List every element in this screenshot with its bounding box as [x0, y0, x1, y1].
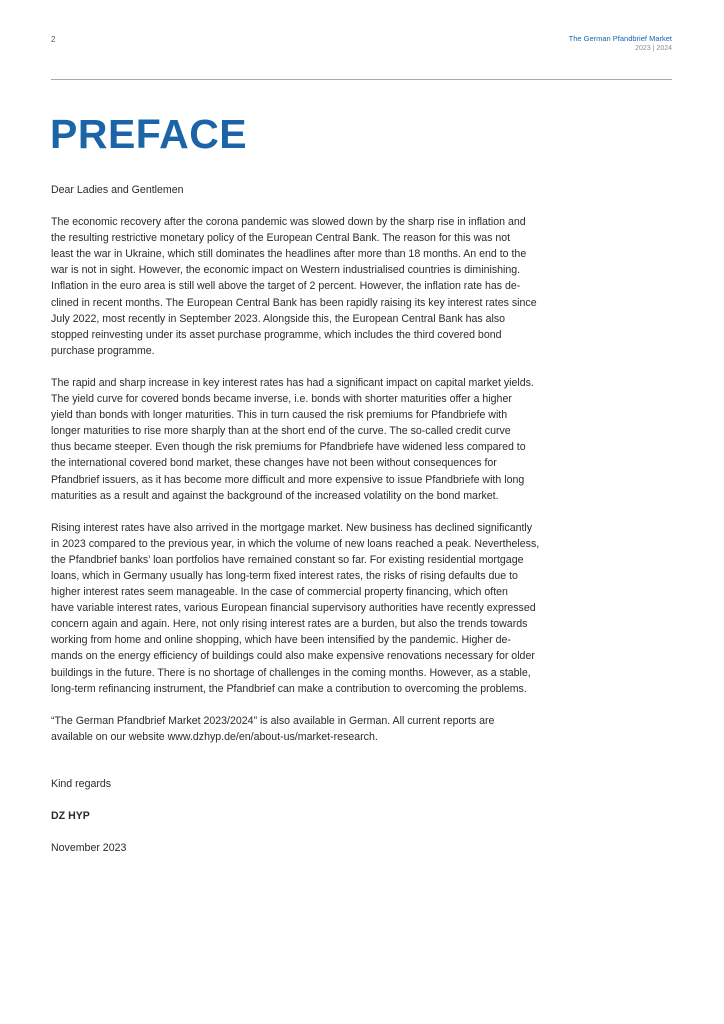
text-line: the Pfandbrief banks’ loan portfolios have remained constant so far. For existing residential mortgage: [51, 553, 524, 566]
text-line: Inflation in the euro area is still well above the target of 2 percent. However, the inflation rate has de-: [51, 280, 521, 293]
text-line: thus became steeper. Even though the risk premiums for Pfandbriefe have widened less compared to: [51, 441, 526, 454]
text-line: maturities as a result and against the background of the increased volatility on the bond market.: [51, 489, 499, 502]
text-line: July 2022, most recently in September 2023. Alongside this, the European Central Bank has also: [51, 312, 506, 325]
text-line: The yield curve for covered bonds became inverse, i.e. bonds with shorter maturities offer a higher: [51, 393, 512, 406]
text-line: loans, which in Germany usually has long-term fixed interest rates, the risks of rising defaults due to: [51, 569, 518, 582]
text-line: the international covered bond market, these changes have not been without consequences for: [51, 457, 497, 470]
text-line: Pfandbrief issuers, as it has become more difficult and more expensive to issue Pfandbriefe with long: [51, 473, 525, 486]
text-line: available on our website www.dzhyp.de/en/about-us/market-research.: [51, 730, 378, 743]
text-line: long-term refinancing instrument, the Pfandbrief can make a contribution to overcoming the problems.: [51, 682, 527, 695]
text-line: working from home and online shopping, which have been intensified by the pandemic. Higher de-: [51, 634, 511, 647]
text-line: Rising interest rates have also arrived in the mortgage market. New business has declined significantly: [51, 521, 533, 534]
text-line: The economic recovery after the corona pandemic was slowed down by the sharp rise in inflation and: [51, 216, 526, 229]
text-line: purchase programme.: [51, 344, 155, 357]
paragraph-3: [51, 520, 571, 697]
closing: Kind regards: [51, 777, 112, 790]
text-line: longer maturities to rise more sharply than at the short end of the curve. The so-called credit curve: [51, 425, 511, 438]
text-line: yield than bonds with longer maturities. This in turn caused the risk premiums for Pfandbriefe with: [51, 409, 508, 422]
text-line: the resulting restrictive monetary policy of the European Central Bank. The reason for this was not: [51, 232, 511, 245]
page-title: PREFACE: [50, 111, 248, 157]
text-line: higher interest rates seem manageable. In the case of commercial property financing, which often: [51, 586, 508, 599]
text-line: buildings in the future. There is no shortage of challenges in the coming months. However, as a stable,: [51, 666, 531, 679]
text-line: concern again and again. Here, not only rising interest rates are a burden, but also the trends towards: [51, 618, 528, 631]
text-line: war is not in sight. However, the economic impact on Western industrialised countries is diminishing.: [51, 264, 521, 277]
publication-title: The German Pfandbrief Market: [568, 34, 672, 43]
header-divider: [51, 79, 672, 80]
signature: DZ HYP: [51, 810, 90, 822]
paragraph-1: [51, 214, 571, 359]
text-line: “The German Pfandbrief Market 2023/2024” is also available in German. All current reports are: [51, 714, 495, 727]
publication-years: 2023 | 2024: [635, 45, 672, 52]
paragraph-4: [51, 713, 571, 745]
running-header: [569, 34, 672, 54]
text-line: in 2023 compared to the previous year, in which the volume of new loans reached a peak. Nevertheless,: [51, 537, 540, 550]
text-line: have variable interest rates, various European financial supervisory authorities have recently expressed: [51, 602, 536, 615]
paragraph-2: [51, 375, 571, 504]
text-line: mands on the energy efficiency of buildings could also make expensive renovations necessary for older: [51, 650, 535, 663]
salutation: Dear Ladies and Gentlemen: [51, 184, 184, 196]
page-number: 2: [51, 35, 56, 44]
text-line: least the war in Ukraine, which still dominates the headlines after more than 18 months. An end to the: [51, 248, 527, 261]
text-line: clined in recent months. The European Central Bank has been rapidly raising its key interest rates since: [51, 296, 537, 309]
text-line: stopped reinvesting under its asset purchase programme, which includes the third covered bond: [51, 328, 502, 341]
date: November 2023: [51, 842, 127, 855]
text-line: The rapid and sharp increase in key interest rates has had a significant impact on capital market yields.: [51, 376, 534, 389]
preface-body: [51, 182, 571, 856]
